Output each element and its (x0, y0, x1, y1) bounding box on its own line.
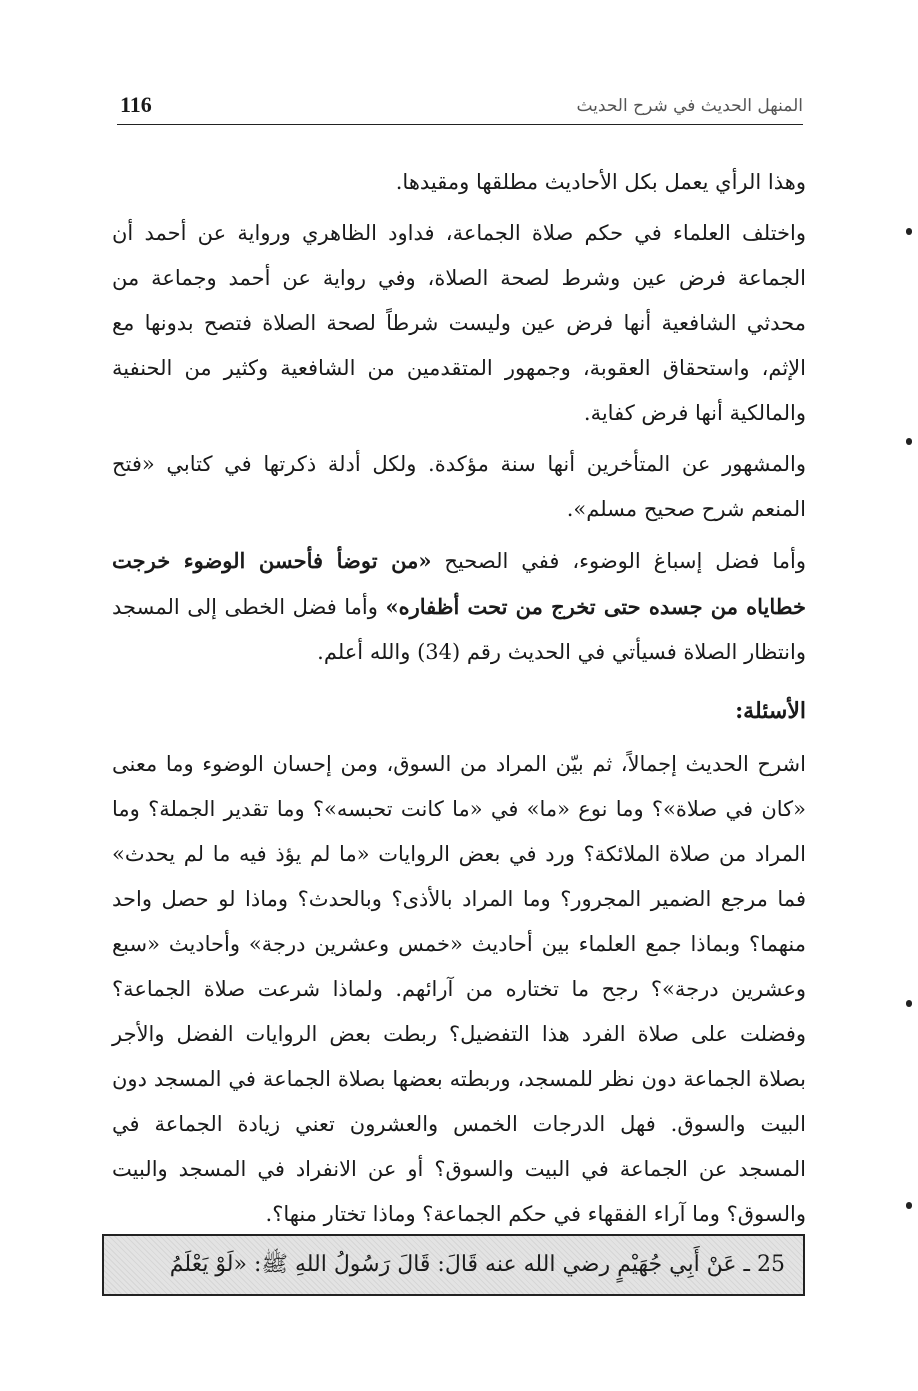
virtue-intro: وأما فضل إسباغ الوضوء، ففي الصحيح (431, 549, 806, 573)
hadith-box-text: 25 ـ عَنْ أَبِي جُهَيْمٍ رضي الله عنه قَالَ: قَالَ رَسُولُ اللهِ ﷺ: «لَوْ يَعْلَمُ (169, 1252, 785, 1277)
body-text (112, 160, 806, 1237)
page-number: 116 (120, 92, 152, 117)
header-rule (117, 124, 803, 125)
margin-mark (906, 228, 912, 235)
paragraph: واختلف العلماء في حكم صلاة الجماعة، فداود الظاهري ورواية عن أحمد أن الجماعة فرض عين وشرط لصحة الصلاة، وفي رواية عن أحمد وجماعة من محدثي الشافعية أنها فرض عين وليست شرطاً لصحة الصلاة فتصح بدونها مع الإثم، واستحقاق العقوبة، وجمهور المتقدمين من الشافعية وكثير من الحنفية والمالكية أنها فرض كفاية. (112, 221, 806, 425)
virtue-outro: وأما فضل الخطى إلى المسجد وانتظار الصلاة فسيأتي في الحديث رقم (34) والله أعلم. (112, 595, 806, 664)
questions-heading: الأسئلة: (735, 698, 806, 724)
paragraph: والمشهور عن المتأخرين أنها سنة مؤكدة. ولكل أدلة ذكرتها في كتابي «فتح المنعم شرح صحيح مسلم». (112, 452, 806, 521)
margin-mark (906, 1202, 912, 1209)
paragraph: وهذا الرأي يعمل بكل الأحاديث مطلقها ومقيدها. (395, 170, 806, 194)
margin-mark (906, 1000, 912, 1007)
hadith-box (102, 1234, 805, 1296)
questions-text: اشرح الحديث إجمالاً، ثم بيّن المراد من السوق، ومن إحسان الوضوء وما معنى «كان في صلاة»؟ وما نوع «ما» في «ما كانت تحبسه»؟ وما تقدير الجملة؟ وما المراد من صلاة الملائكة؟ ورد في بعض الروايات «ما لم يؤذ فيه ما لم يحدث» فما مرجع الضمير المجرور؟ وما المراد بالأذى؟ وبالحدث؟ وماذا لو حصل واحد منهما؟ وبماذا جمع العلماء بين أحاديث «خمس وعشرين درجة» وأحاديث «سبع وعشرين درجة»؟ رجح ما تختاره من آرائهم. ولماذا شرعت صلاة الجماعة؟ وفضلت على صلاة الفرد هذا التفضيل؟ ربطت بعض الروايات الفضل والأجر بصلاة الجماعة دون نظر للمسجد، وربطته بعضها بصلاة الجماعة في المسجد دون البيت والسوق. فهل الدرجات الخمس والعشرون تعني زيادة الجماعة في المسجد عن الجماعة في البيت والسوق؟ أو عن الانفراد في المسجد والبيت والسوق؟ وما آراء الفقهاء في حكم الجماعة؟ وماذا تختار منها؟. (112, 752, 806, 1226)
margin-mark (906, 438, 912, 445)
bold-hadith-quote: «من توضأ فأحسن الوضوء خرجت خطاياه من جسده حتى تخرج من تحت أظفاره» (112, 548, 807, 619)
running-title: المنهل الحديث في شرح الحديث (576, 96, 803, 116)
virtue-paragraph (112, 538, 806, 675)
